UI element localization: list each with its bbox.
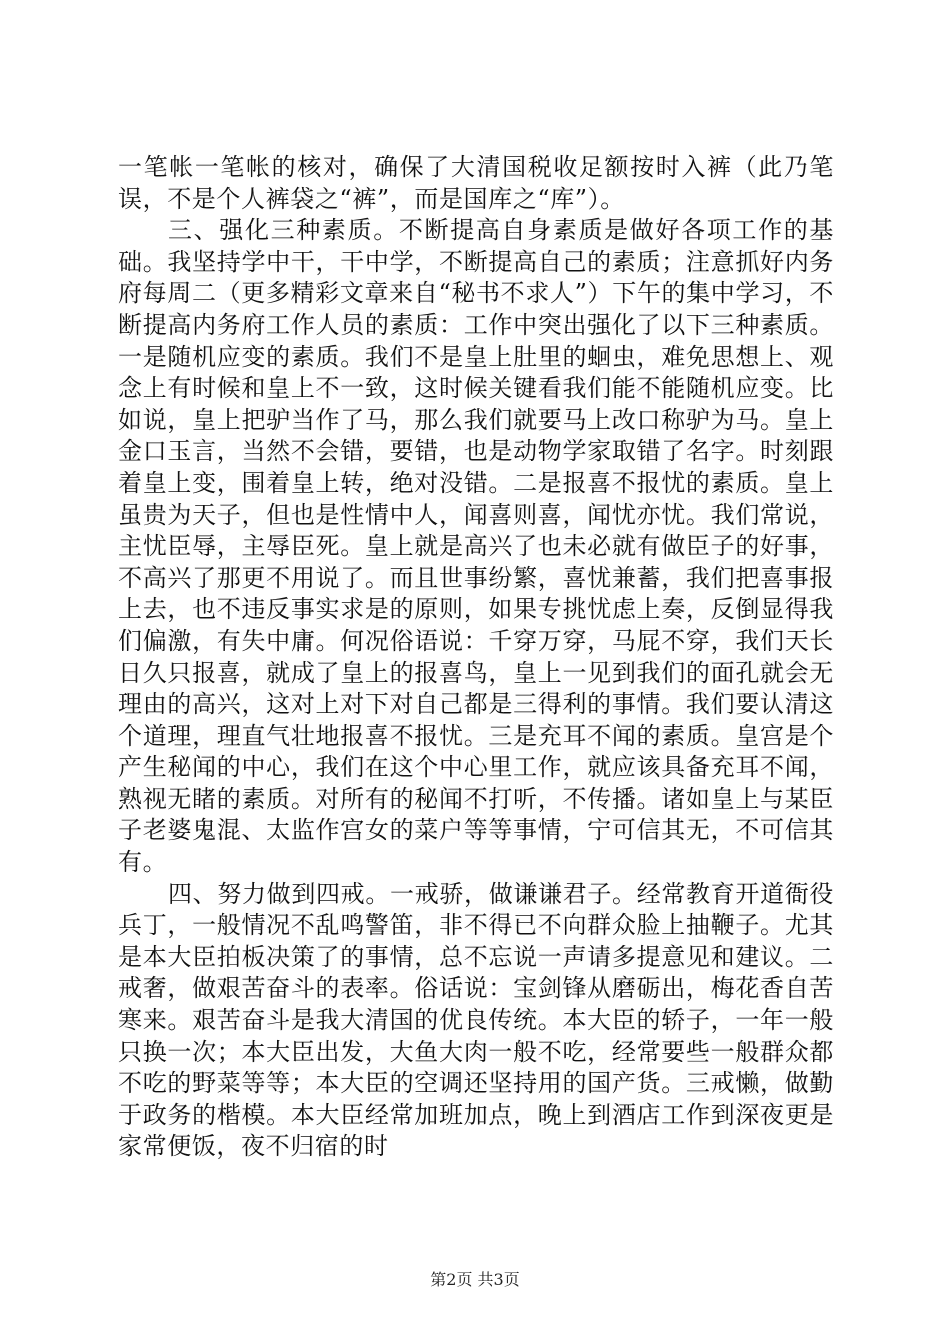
page-footer: 第2页 共3页 (430, 1270, 520, 1289)
paragraph-1: 一笔帐一笔帐的核对，确保了大清国税收足额按时入裤（此乃笔误，不是个人裤袋之“裤”，而是国库之“库”）。 (118, 153, 834, 213)
paragraph-2: 三、强化三种素质。不断提高自身素质是做好各项工作的基础。我坚持学中干，干中学，不断提高自己的素质；注意抓好内务府每周二（更多精彩文章来自“秘书不求人”）下午的集中学习，不断提高内务府工作人员的素质：工作中突出强化了以下三种素质。一是随机应变的素质。我们不是皇上肚里的蛔虫，难免思想上、观念上有时候和皇上不一致，这时候关键看我们能不能随机应变。比如说，皇上把驴当作了马，那么我们就要马上改口称驴为马。皇上金口玉言，当然不会错，要错，也是动物学家取错了名字。时刻跟着皇上变，围着皇上转，绝对没错。二是报喜不报忧的素质。皇上虽贵为天子，但也是性情中人，闻喜则喜，闻忧亦忧。我们常说，主忧臣辱，主辱臣死。皇上就是高兴了也未必就有做臣子的好事，不高兴了那更不用说了。而且世事纷繁，喜忧兼蓄，我们把喜事报上去，也不违反事实求是的原则，如果专挑忧虑上奏，反倒显得我们偏激，有失中庸。何况俗语说：千穿万穿，马屁不穿，我们天长日久只报喜，就成了皇上的报喜鸟，皇上一见到我们的面孔就会无理由的高兴，这对上对下对自己都是三得利的事情。我们要认清这个道理，理直气壮地报喜不报忧。三是充耳不闻的素质。皇宫是个产生秘闻的中心，我们在这个中心里工作，就应该具备充耳不闻，熟视无睹的素质。对所有的秘闻不打听，不传播。诸如皇上与某臣子老婆鬼混、太监作宫女的菜户等等事情，宁可信其无，不可信其有。 (118, 216, 834, 877)
paragraph-3: 四、努力做到四戒。一戒骄，做谦谦君子。经常教育开道衙役兵丁，一般情况不乱鸣警笛，非不得已不向群众脸上抽鞭子。尤其是本大臣拍板决策了的事情，总不忘说一声请多提意见和建议。二戒奢，做艰苦奋斗的表率。俗话说：宝剑锋从磨砺出，梅花香自苦寒来。艰苦奋斗是我大清国的优良传统。本大臣的轿子，一年一般只换一次；本大臣出发，大鱼大肉一般不吃，经常要些一般群众都不吃的野菜等等；本大臣的空调还坚持用的国产货。三戒懒，做勤于政务的楷模。本大臣经常加班加点，晚上到酒店工作到深夜更是家常便饭，夜不归宿的时 (118, 879, 834, 1161)
body-text (118, 152, 834, 1163)
